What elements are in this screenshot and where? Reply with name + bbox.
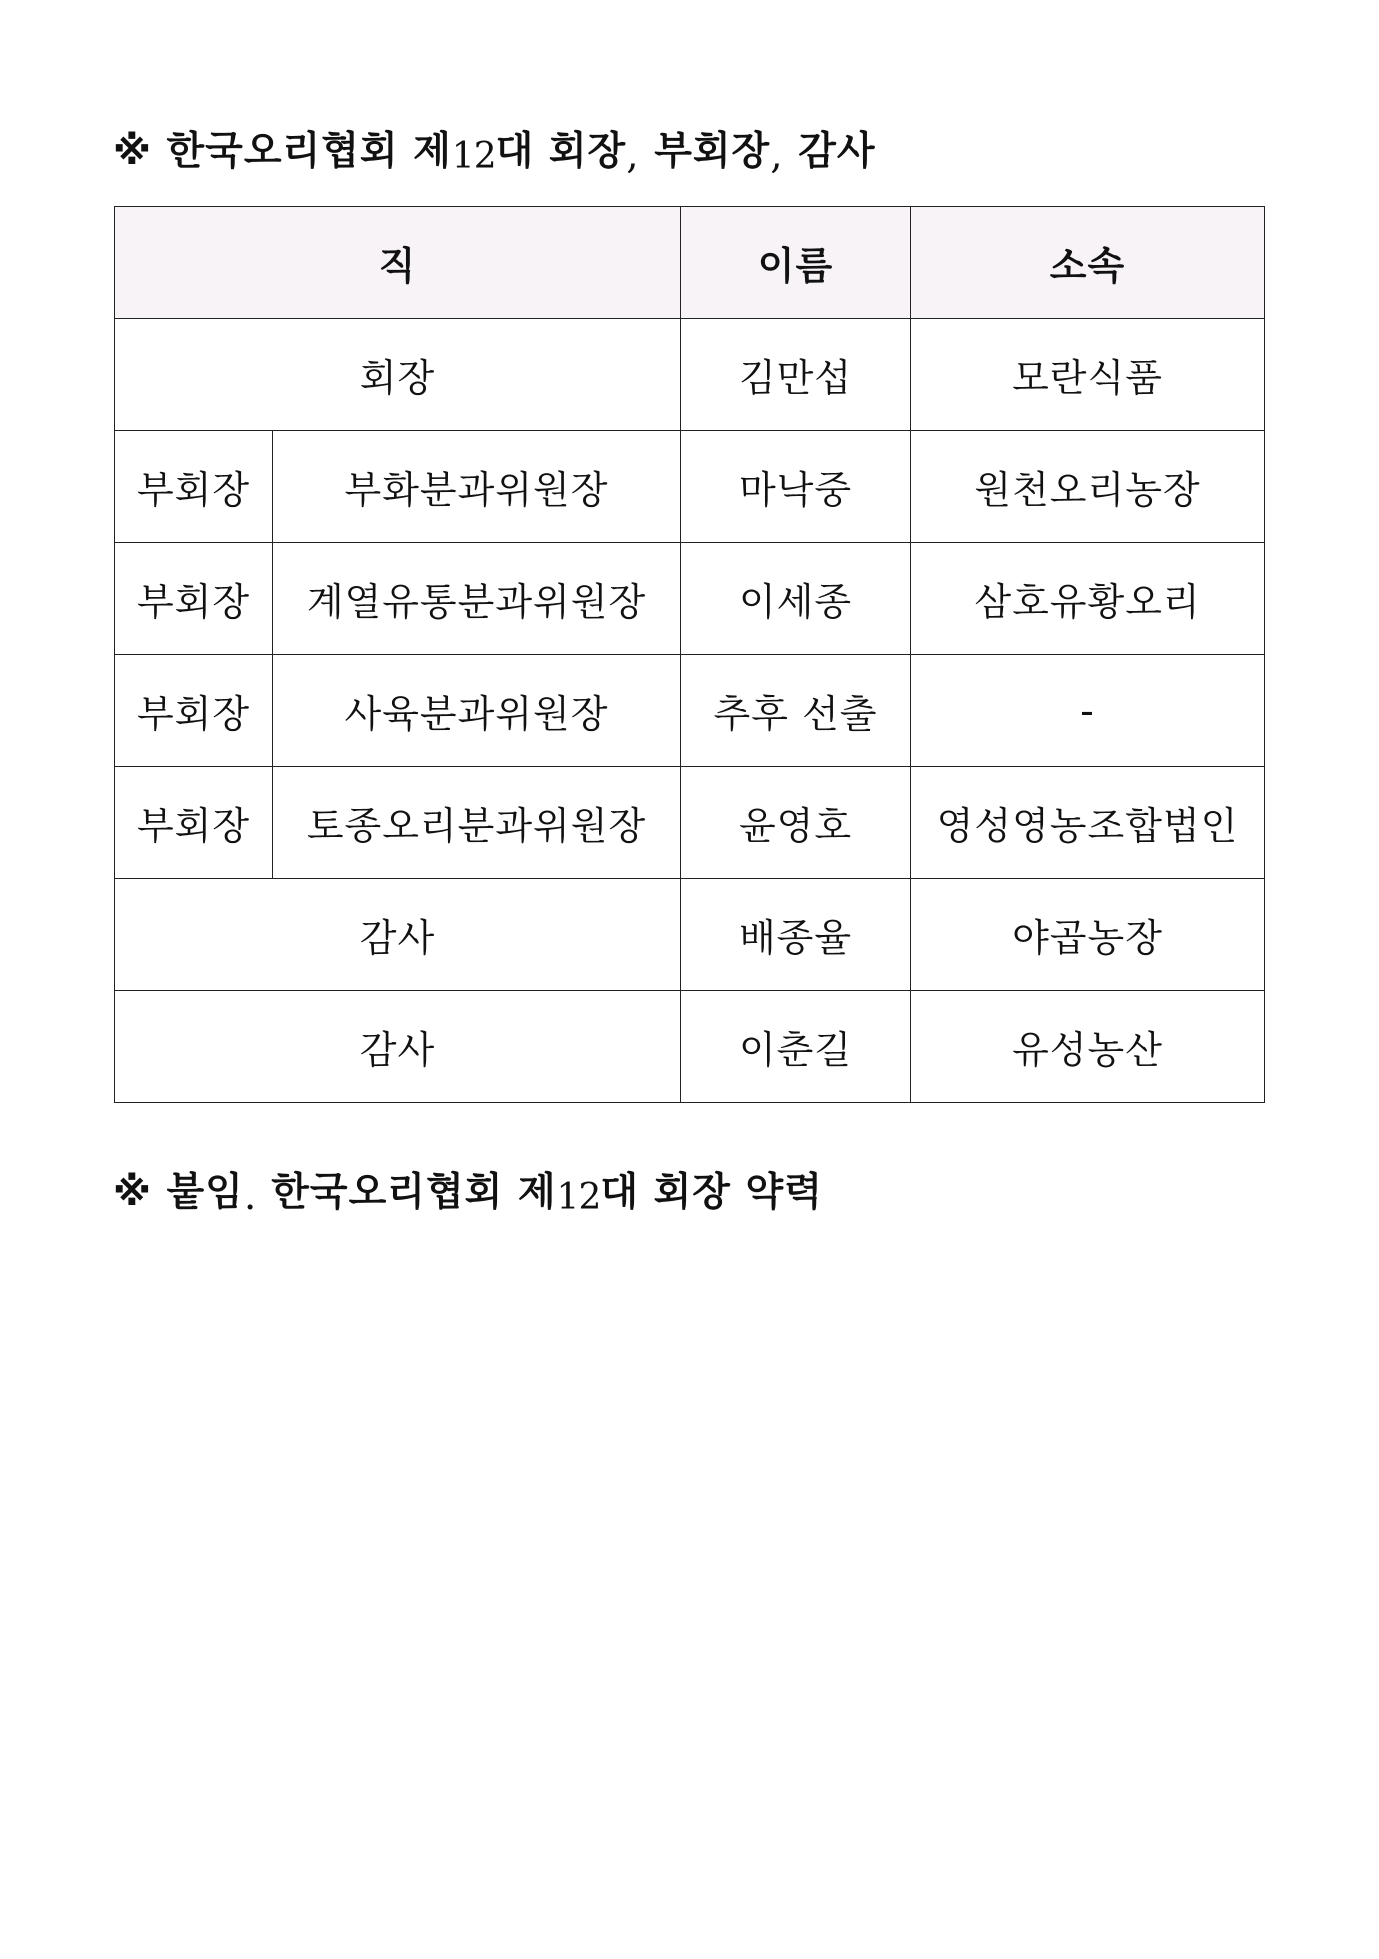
table-row (115, 991, 1265, 1103)
cell-sub-position: 부화분과위원장 (273, 431, 681, 543)
cell-name: 추후 선출 (681, 655, 911, 767)
cell-name: 이세종 (681, 543, 911, 655)
cell-affiliation: 야곱농장 (911, 879, 1265, 991)
cell-position: 부회장 (115, 767, 273, 879)
attachment-dot: . (243, 1174, 258, 1219)
cell-sub-position: 사육분과위원장 (273, 655, 681, 767)
heading-prefix: ※ 한국오리협회 제 (113, 129, 452, 174)
cell-affiliation: 모란식품 (911, 319, 1265, 431)
officers-table (114, 206, 1265, 1103)
table-header-row (115, 207, 1265, 319)
cell-position: 부회장 (115, 431, 273, 543)
cell-affiliation: 영성영농조합법인 (911, 767, 1265, 879)
header-position: 직 (115, 207, 681, 319)
heading-number: 12 (451, 136, 496, 177)
heading-comma-1: , (626, 133, 640, 178)
cell-affiliation: 유성농산 (911, 991, 1265, 1103)
table-row (115, 543, 1265, 655)
table-row (115, 655, 1265, 767)
cell-position: 감사 (115, 991, 681, 1103)
cell-affiliation: 원천오리농장 (911, 431, 1265, 543)
cell-name: 이춘길 (681, 991, 911, 1103)
attachment-middle: 한국오리협회 제 (271, 1170, 557, 1215)
table-row (115, 767, 1265, 879)
cell-sub-position: 토종오리분과위원장 (273, 767, 681, 879)
header-affiliation: 소속 (911, 207, 1265, 319)
heading-suffix-3: 감사 (783, 129, 876, 174)
table-row (115, 319, 1265, 431)
section-heading-attachment (113, 1161, 823, 1217)
cell-position: 부회장 (115, 543, 273, 655)
cell-name: 윤영호 (681, 767, 911, 879)
cell-affiliation: 삼호유황오리 (911, 543, 1265, 655)
cell-name: 김만섭 (681, 319, 911, 431)
attachment-number: 12 (556, 1177, 601, 1218)
cell-name: 배종율 (681, 879, 911, 991)
cell-sub-position: 계열유통분과위원장 (273, 543, 681, 655)
cell-position: 회장 (115, 319, 681, 431)
heading-suffix-1: 대 회장 (495, 129, 627, 174)
table-row (115, 431, 1265, 543)
heading-suffix-2: 부회장 (639, 129, 771, 174)
section-heading-officers (113, 120, 876, 176)
cell-affiliation: - (911, 655, 1265, 767)
heading-comma-2: , (770, 133, 784, 178)
attachment-prefix: ※ 붙임 (113, 1170, 244, 1215)
cell-position: 부회장 (115, 655, 273, 767)
header-name: 이름 (681, 207, 911, 319)
table-row (115, 879, 1265, 991)
cell-position: 감사 (115, 879, 681, 991)
cell-name: 마낙중 (681, 431, 911, 543)
attachment-suffix: 대 회장 약력 (600, 1170, 823, 1215)
